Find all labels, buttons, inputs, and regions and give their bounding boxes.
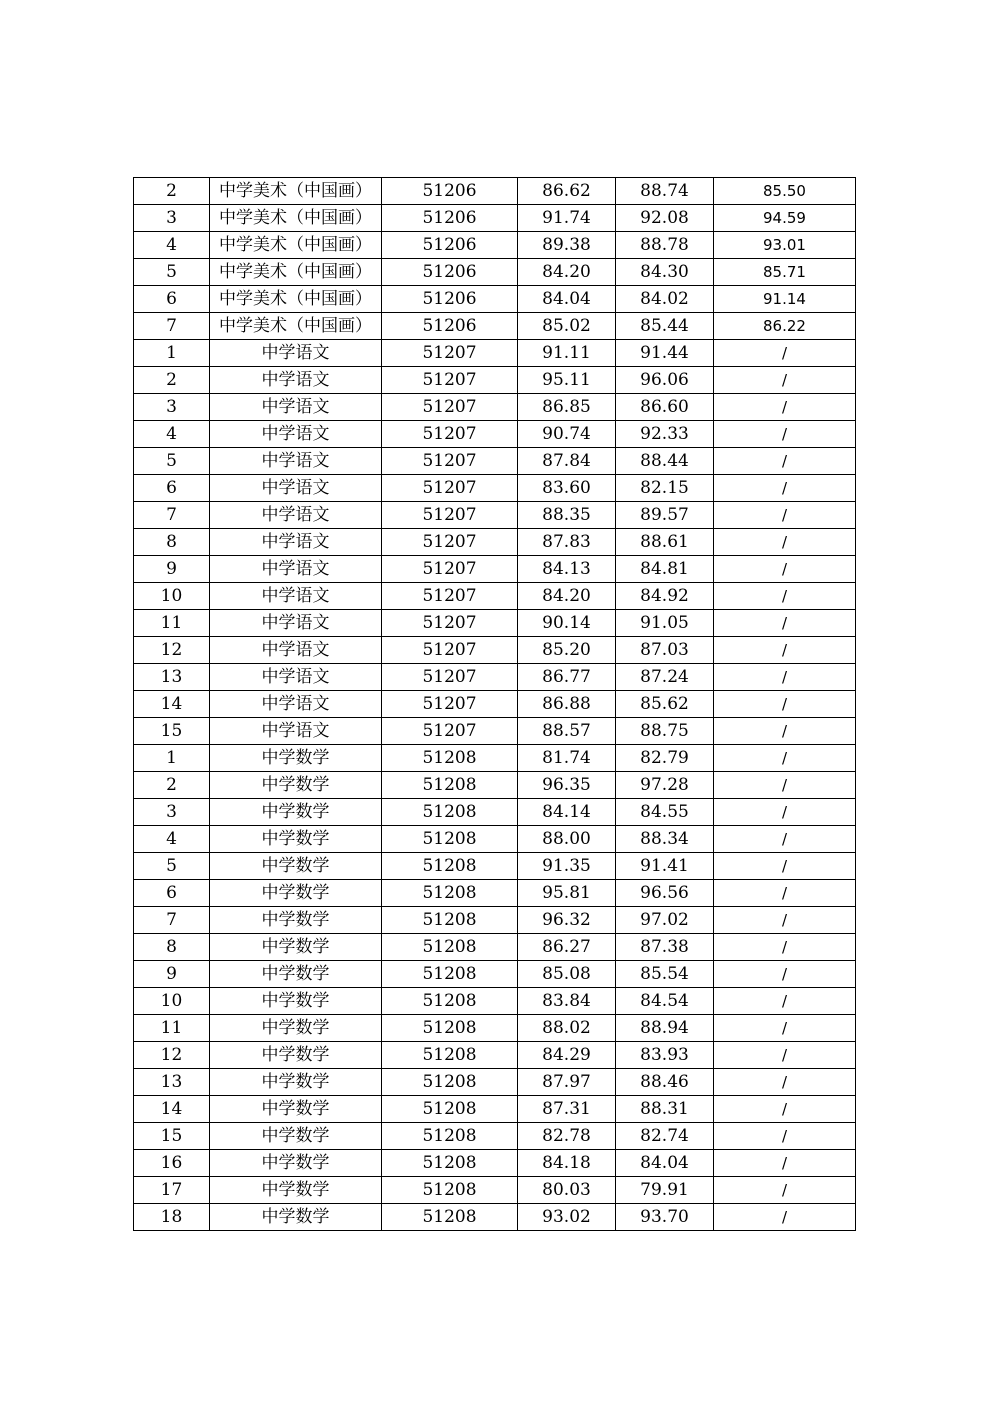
row-number-cell: 18 bbox=[134, 1204, 210, 1231]
code-cell: 51208 bbox=[382, 961, 518, 988]
score-c-cell: / bbox=[714, 1204, 856, 1231]
code-cell: 51206 bbox=[382, 313, 518, 340]
score-b-cell: 97.02 bbox=[616, 907, 714, 934]
subject-cell: 中学语文 bbox=[210, 394, 382, 421]
code-cell: 51207 bbox=[382, 583, 518, 610]
score-c-cell: / bbox=[714, 1069, 856, 1096]
row-number-cell: 11 bbox=[134, 1015, 210, 1042]
code-cell: 51207 bbox=[382, 637, 518, 664]
subject-cell: 中学数学 bbox=[210, 934, 382, 961]
score-c-cell: / bbox=[714, 1177, 856, 1204]
code-cell: 51208 bbox=[382, 745, 518, 772]
score-a-cell: 84.04 bbox=[518, 286, 616, 313]
table-row bbox=[134, 664, 856, 691]
subject-cell: 中学语文 bbox=[210, 691, 382, 718]
score-b-cell: 91.05 bbox=[616, 610, 714, 637]
score-c-cell: / bbox=[714, 1150, 856, 1177]
subject-cell: 中学数学 bbox=[210, 988, 382, 1015]
score-b-cell: 88.74 bbox=[616, 178, 714, 205]
score-b-cell: 85.44 bbox=[616, 313, 714, 340]
code-cell: 51208 bbox=[382, 907, 518, 934]
score-a-cell: 85.08 bbox=[518, 961, 616, 988]
row-number-cell: 12 bbox=[134, 1042, 210, 1069]
table-row bbox=[134, 259, 856, 286]
code-cell: 51208 bbox=[382, 1069, 518, 1096]
score-a-cell: 84.18 bbox=[518, 1150, 616, 1177]
code-cell: 51206 bbox=[382, 232, 518, 259]
code-cell: 51207 bbox=[382, 475, 518, 502]
score-b-cell: 82.79 bbox=[616, 745, 714, 772]
score-b-cell: 88.75 bbox=[616, 718, 714, 745]
score-b-cell: 84.30 bbox=[616, 259, 714, 286]
code-cell: 51207 bbox=[382, 502, 518, 529]
score-a-cell: 86.88 bbox=[518, 691, 616, 718]
subject-cell: 中学美术（中国画） bbox=[210, 286, 382, 313]
row-number-cell: 16 bbox=[134, 1150, 210, 1177]
table-row bbox=[134, 340, 856, 367]
score-b-cell: 84.04 bbox=[616, 1150, 714, 1177]
score-c-cell: / bbox=[714, 583, 856, 610]
table-row bbox=[134, 880, 856, 907]
score-a-cell: 90.74 bbox=[518, 421, 616, 448]
row-number-cell: 7 bbox=[134, 907, 210, 934]
table-row bbox=[134, 529, 856, 556]
row-number-cell: 5 bbox=[134, 259, 210, 286]
table-row bbox=[134, 367, 856, 394]
score-b-cell: 92.33 bbox=[616, 421, 714, 448]
score-a-cell: 84.20 bbox=[518, 259, 616, 286]
subject-cell: 中学数学 bbox=[210, 1015, 382, 1042]
score-a-cell: 84.20 bbox=[518, 583, 616, 610]
score-b-cell: 83.93 bbox=[616, 1042, 714, 1069]
subject-cell: 中学语文 bbox=[210, 610, 382, 637]
score-c-cell: 85.71 bbox=[714, 259, 856, 286]
row-number-cell: 6 bbox=[134, 286, 210, 313]
subject-cell: 中学数学 bbox=[210, 745, 382, 772]
score-a-cell: 88.02 bbox=[518, 1015, 616, 1042]
score-a-cell: 96.35 bbox=[518, 772, 616, 799]
score-a-cell: 91.11 bbox=[518, 340, 616, 367]
score-b-cell: 85.54 bbox=[616, 961, 714, 988]
code-cell: 51208 bbox=[382, 934, 518, 961]
score-c-cell: / bbox=[714, 1096, 856, 1123]
subject-cell: 中学数学 bbox=[210, 1204, 382, 1231]
score-a-cell: 86.62 bbox=[518, 178, 616, 205]
row-number-cell: 2 bbox=[134, 772, 210, 799]
row-number-cell: 5 bbox=[134, 853, 210, 880]
score-c-cell: / bbox=[714, 988, 856, 1015]
score-a-cell: 80.03 bbox=[518, 1177, 616, 1204]
code-cell: 51208 bbox=[382, 1177, 518, 1204]
score-b-cell: 87.38 bbox=[616, 934, 714, 961]
subject-cell: 中学语文 bbox=[210, 475, 382, 502]
score-b-cell: 87.03 bbox=[616, 637, 714, 664]
score-c-cell: 85.50 bbox=[714, 178, 856, 205]
score-c-cell: / bbox=[714, 367, 856, 394]
table-row bbox=[134, 988, 856, 1015]
row-number-cell: 14 bbox=[134, 1096, 210, 1123]
row-number-cell: 6 bbox=[134, 880, 210, 907]
score-a-cell: 89.38 bbox=[518, 232, 616, 259]
score-a-cell: 93.02 bbox=[518, 1204, 616, 1231]
table-row bbox=[134, 448, 856, 475]
score-c-cell: / bbox=[714, 637, 856, 664]
table-row bbox=[134, 1096, 856, 1123]
score-b-cell: 86.60 bbox=[616, 394, 714, 421]
score-c-cell: / bbox=[714, 745, 856, 772]
score-c-cell: / bbox=[714, 664, 856, 691]
score-c-cell: 91.14 bbox=[714, 286, 856, 313]
score-b-cell: 84.55 bbox=[616, 799, 714, 826]
row-number-cell: 14 bbox=[134, 691, 210, 718]
score-b-cell: 84.54 bbox=[616, 988, 714, 1015]
subject-cell: 中学数学 bbox=[210, 1042, 382, 1069]
subject-cell: 中学语文 bbox=[210, 583, 382, 610]
table-row bbox=[134, 799, 856, 826]
subject-cell: 中学数学 bbox=[210, 799, 382, 826]
table-row bbox=[134, 1069, 856, 1096]
score-b-cell: 88.61 bbox=[616, 529, 714, 556]
score-c-cell: / bbox=[714, 1015, 856, 1042]
row-number-cell: 4 bbox=[134, 421, 210, 448]
score-c-cell: / bbox=[714, 799, 856, 826]
subject-cell: 中学语文 bbox=[210, 502, 382, 529]
code-cell: 51207 bbox=[382, 394, 518, 421]
row-number-cell: 10 bbox=[134, 988, 210, 1015]
score-a-cell: 83.84 bbox=[518, 988, 616, 1015]
table-row bbox=[134, 178, 856, 205]
subject-cell: 中学语文 bbox=[210, 340, 382, 367]
table-row bbox=[134, 1123, 856, 1150]
subject-cell: 中学美术（中国画） bbox=[210, 232, 382, 259]
subject-cell: 中学数学 bbox=[210, 772, 382, 799]
table-row bbox=[134, 583, 856, 610]
score-a-cell: 87.84 bbox=[518, 448, 616, 475]
table-row bbox=[134, 421, 856, 448]
subject-cell: 中学数学 bbox=[210, 961, 382, 988]
score-c-cell: / bbox=[714, 853, 856, 880]
table-row bbox=[134, 907, 856, 934]
score-c-cell: / bbox=[714, 475, 856, 502]
score-b-cell: 97.28 bbox=[616, 772, 714, 799]
score-b-cell: 91.44 bbox=[616, 340, 714, 367]
subject-cell: 中学语文 bbox=[210, 367, 382, 394]
table-row bbox=[134, 934, 856, 961]
row-number-cell: 13 bbox=[134, 664, 210, 691]
row-number-cell: 7 bbox=[134, 502, 210, 529]
score-a-cell: 84.13 bbox=[518, 556, 616, 583]
score-b-cell: 96.06 bbox=[616, 367, 714, 394]
code-cell: 51207 bbox=[382, 556, 518, 583]
table-row bbox=[134, 718, 856, 745]
score-b-cell: 88.94 bbox=[616, 1015, 714, 1042]
code-cell: 51208 bbox=[382, 853, 518, 880]
score-a-cell: 95.11 bbox=[518, 367, 616, 394]
score-a-cell: 81.74 bbox=[518, 745, 616, 772]
row-number-cell: 4 bbox=[134, 826, 210, 853]
score-a-cell: 90.14 bbox=[518, 610, 616, 637]
row-number-cell: 11 bbox=[134, 610, 210, 637]
table-row bbox=[134, 502, 856, 529]
score-c-cell: / bbox=[714, 448, 856, 475]
row-number-cell: 5 bbox=[134, 448, 210, 475]
score-c-cell: / bbox=[714, 826, 856, 853]
score-c-cell: / bbox=[714, 610, 856, 637]
code-cell: 51207 bbox=[382, 718, 518, 745]
row-number-cell: 15 bbox=[134, 1123, 210, 1150]
row-number-cell: 1 bbox=[134, 340, 210, 367]
table-row bbox=[134, 637, 856, 664]
table-row bbox=[134, 826, 856, 853]
score-a-cell: 88.57 bbox=[518, 718, 616, 745]
score-c-cell: 86.22 bbox=[714, 313, 856, 340]
row-number-cell: 6 bbox=[134, 475, 210, 502]
score-a-cell: 84.29 bbox=[518, 1042, 616, 1069]
code-cell: 51208 bbox=[382, 772, 518, 799]
score-b-cell: 79.91 bbox=[616, 1177, 714, 1204]
score-c-cell: / bbox=[714, 394, 856, 421]
table-row bbox=[134, 232, 856, 259]
subject-cell: 中学语文 bbox=[210, 448, 382, 475]
score-b-cell: 92.08 bbox=[616, 205, 714, 232]
code-cell: 51207 bbox=[382, 529, 518, 556]
score-a-cell: 86.85 bbox=[518, 394, 616, 421]
score-b-cell: 93.70 bbox=[616, 1204, 714, 1231]
subject-cell: 中学数学 bbox=[210, 1123, 382, 1150]
score-a-cell: 88.35 bbox=[518, 502, 616, 529]
table-row bbox=[134, 205, 856, 232]
table-row bbox=[134, 1204, 856, 1231]
code-cell: 51206 bbox=[382, 205, 518, 232]
code-cell: 51208 bbox=[382, 1204, 518, 1231]
score-a-cell: 86.77 bbox=[518, 664, 616, 691]
row-number-cell: 12 bbox=[134, 637, 210, 664]
score-c-cell: / bbox=[714, 502, 856, 529]
code-cell: 51206 bbox=[382, 286, 518, 313]
score-c-cell: / bbox=[714, 907, 856, 934]
score-a-cell: 84.14 bbox=[518, 799, 616, 826]
score-c-cell: / bbox=[714, 691, 856, 718]
code-cell: 51208 bbox=[382, 1015, 518, 1042]
score-a-cell: 87.83 bbox=[518, 529, 616, 556]
score-b-cell: 84.92 bbox=[616, 583, 714, 610]
score-a-cell: 91.74 bbox=[518, 205, 616, 232]
row-number-cell: 3 bbox=[134, 394, 210, 421]
code-cell: 51208 bbox=[382, 880, 518, 907]
score-a-cell: 83.60 bbox=[518, 475, 616, 502]
subject-cell: 中学语文 bbox=[210, 637, 382, 664]
subject-cell: 中学数学 bbox=[210, 853, 382, 880]
code-cell: 51207 bbox=[382, 367, 518, 394]
score-table-body bbox=[134, 178, 856, 1231]
score-b-cell: 82.74 bbox=[616, 1123, 714, 1150]
subject-cell: 中学数学 bbox=[210, 1096, 382, 1123]
subject-cell: 中学数学 bbox=[210, 880, 382, 907]
score-b-cell: 82.15 bbox=[616, 475, 714, 502]
table-row bbox=[134, 1177, 856, 1204]
code-cell: 51206 bbox=[382, 178, 518, 205]
subject-cell: 中学美术（中国画） bbox=[210, 259, 382, 286]
score-c-cell: / bbox=[714, 1123, 856, 1150]
row-number-cell: 15 bbox=[134, 718, 210, 745]
code-cell: 51208 bbox=[382, 1123, 518, 1150]
code-cell: 51207 bbox=[382, 448, 518, 475]
score-a-cell: 96.32 bbox=[518, 907, 616, 934]
score-a-cell: 87.97 bbox=[518, 1069, 616, 1096]
subject-cell: 中学数学 bbox=[210, 1150, 382, 1177]
subject-cell: 中学美术（中国画） bbox=[210, 313, 382, 340]
subject-cell: 中学语文 bbox=[210, 556, 382, 583]
score-c-cell: / bbox=[714, 934, 856, 961]
subject-cell: 中学美术（中国画） bbox=[210, 178, 382, 205]
code-cell: 51208 bbox=[382, 1096, 518, 1123]
subject-cell: 中学数学 bbox=[210, 826, 382, 853]
row-number-cell: 9 bbox=[134, 556, 210, 583]
score-b-cell: 85.62 bbox=[616, 691, 714, 718]
score-a-cell: 86.27 bbox=[518, 934, 616, 961]
row-number-cell: 7 bbox=[134, 313, 210, 340]
code-cell: 51206 bbox=[382, 259, 518, 286]
score-b-cell: 91.41 bbox=[616, 853, 714, 880]
score-c-cell: / bbox=[714, 880, 856, 907]
score-c-cell: / bbox=[714, 1042, 856, 1069]
code-cell: 51208 bbox=[382, 988, 518, 1015]
subject-cell: 中学语文 bbox=[210, 421, 382, 448]
row-number-cell: 2 bbox=[134, 178, 210, 205]
code-cell: 51208 bbox=[382, 1042, 518, 1069]
score-b-cell: 88.46 bbox=[616, 1069, 714, 1096]
row-number-cell: 13 bbox=[134, 1069, 210, 1096]
table-row bbox=[134, 1015, 856, 1042]
row-number-cell: 9 bbox=[134, 961, 210, 988]
score-b-cell: 88.34 bbox=[616, 826, 714, 853]
table-row bbox=[134, 313, 856, 340]
row-number-cell: 2 bbox=[134, 367, 210, 394]
row-number-cell: 8 bbox=[134, 934, 210, 961]
score-c-cell: / bbox=[714, 529, 856, 556]
table-row bbox=[134, 961, 856, 988]
table-row bbox=[134, 286, 856, 313]
subject-cell: 中学数学 bbox=[210, 907, 382, 934]
code-cell: 51207 bbox=[382, 691, 518, 718]
score-c-cell: / bbox=[714, 772, 856, 799]
table-row bbox=[134, 556, 856, 583]
table-row bbox=[134, 772, 856, 799]
code-cell: 51208 bbox=[382, 826, 518, 853]
score-a-cell: 87.31 bbox=[518, 1096, 616, 1123]
table-row bbox=[134, 853, 856, 880]
score-a-cell: 91.35 bbox=[518, 853, 616, 880]
score-b-cell: 89.57 bbox=[616, 502, 714, 529]
code-cell: 51208 bbox=[382, 1150, 518, 1177]
row-number-cell: 17 bbox=[134, 1177, 210, 1204]
score-a-cell: 88.00 bbox=[518, 826, 616, 853]
score-c-cell: 94.59 bbox=[714, 205, 856, 232]
subject-cell: 中学数学 bbox=[210, 1177, 382, 1204]
score-c-cell: / bbox=[714, 421, 856, 448]
code-cell: 51207 bbox=[382, 664, 518, 691]
score-c-cell: 93.01 bbox=[714, 232, 856, 259]
table-row bbox=[134, 1150, 856, 1177]
row-number-cell: 10 bbox=[134, 583, 210, 610]
subject-cell: 中学语文 bbox=[210, 529, 382, 556]
subject-cell: 中学语文 bbox=[210, 718, 382, 745]
table-row bbox=[134, 475, 856, 502]
score-table bbox=[133, 177, 856, 1231]
subject-cell: 中学数学 bbox=[210, 1069, 382, 1096]
score-b-cell: 88.31 bbox=[616, 1096, 714, 1123]
score-c-cell: / bbox=[714, 340, 856, 367]
score-a-cell: 85.20 bbox=[518, 637, 616, 664]
table-row bbox=[134, 394, 856, 421]
score-a-cell: 95.81 bbox=[518, 880, 616, 907]
row-number-cell: 3 bbox=[134, 205, 210, 232]
subject-cell: 中学语文 bbox=[210, 664, 382, 691]
score-b-cell: 84.02 bbox=[616, 286, 714, 313]
row-number-cell: 8 bbox=[134, 529, 210, 556]
score-c-cell: / bbox=[714, 556, 856, 583]
row-number-cell: 3 bbox=[134, 799, 210, 826]
table-row bbox=[134, 1042, 856, 1069]
table-row bbox=[134, 745, 856, 772]
score-b-cell: 88.44 bbox=[616, 448, 714, 475]
subject-cell: 中学美术（中国画） bbox=[210, 205, 382, 232]
code-cell: 51207 bbox=[382, 610, 518, 637]
row-number-cell: 4 bbox=[134, 232, 210, 259]
score-a-cell: 82.78 bbox=[518, 1123, 616, 1150]
score-b-cell: 87.24 bbox=[616, 664, 714, 691]
score-c-cell: / bbox=[714, 718, 856, 745]
score-c-cell: / bbox=[714, 961, 856, 988]
table-row bbox=[134, 691, 856, 718]
score-b-cell: 96.56 bbox=[616, 880, 714, 907]
score-a-cell: 85.02 bbox=[518, 313, 616, 340]
row-number-cell: 1 bbox=[134, 745, 210, 772]
code-cell: 51207 bbox=[382, 421, 518, 448]
code-cell: 51207 bbox=[382, 340, 518, 367]
table-row bbox=[134, 610, 856, 637]
score-b-cell: 84.81 bbox=[616, 556, 714, 583]
code-cell: 51208 bbox=[382, 799, 518, 826]
score-b-cell: 88.78 bbox=[616, 232, 714, 259]
